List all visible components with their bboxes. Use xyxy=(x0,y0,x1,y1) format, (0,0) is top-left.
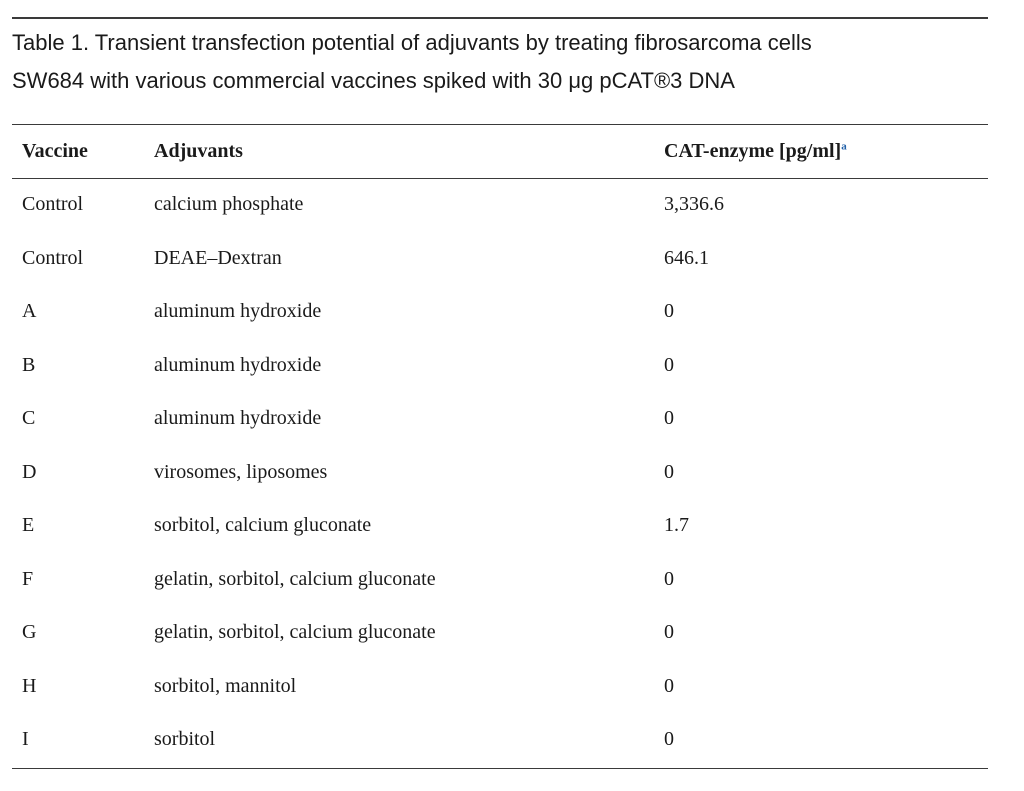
cell-adjuvants: gelatin, sorbitol, calcium gluconate xyxy=(154,621,436,644)
top-rule xyxy=(12,17,988,19)
cell-cat-enzyme: 3,336.6 xyxy=(664,193,724,216)
header-cat-enzyme xyxy=(664,125,988,178)
table-row xyxy=(12,339,988,393)
cell-adjuvants: gelatin, sorbitol, calcium gluconate xyxy=(154,567,436,590)
cell-vaccine: C xyxy=(22,407,36,430)
cell-cat-enzyme: 0 xyxy=(664,353,674,376)
table-body xyxy=(12,178,988,767)
table-row xyxy=(12,553,988,607)
table-row xyxy=(12,606,988,660)
table-row xyxy=(12,232,988,286)
header-cat-enzyme-label: CAT-enzyme [pg/ml] xyxy=(664,140,842,162)
cell-vaccine: B xyxy=(22,353,36,376)
header-vaccine: Vaccine xyxy=(22,140,88,162)
cell-adjuvants: sorbitol, calcium gluconate xyxy=(154,514,372,537)
cell-adjuvants: sorbitol, mannitol xyxy=(154,674,297,697)
table-caption xyxy=(12,24,982,100)
cell-vaccine: F xyxy=(22,567,34,590)
cell-cat-enzyme: 0 xyxy=(664,567,674,590)
cell-vaccine: E xyxy=(22,514,35,537)
cell-adjuvants: calcium phosphate xyxy=(154,193,304,216)
data-table xyxy=(12,125,988,767)
cell-vaccine: Control xyxy=(22,246,84,269)
cell-cat-enzyme: 1.7 xyxy=(664,514,689,537)
cell-vaccine: I xyxy=(22,728,29,751)
table-row xyxy=(12,392,988,446)
caption-line-2: SW684 with various commercial vaccines spiked with 30 μg pCAT®3 DNA xyxy=(12,68,735,93)
cell-cat-enzyme: 0 xyxy=(664,674,674,697)
table-row xyxy=(12,660,988,714)
cell-adjuvants: aluminum hydroxide xyxy=(154,353,322,376)
cell-adjuvants: aluminum hydroxide xyxy=(154,300,322,323)
cell-vaccine: A xyxy=(22,300,37,323)
table-row xyxy=(12,285,988,339)
header-adjuvants: Adjuvants xyxy=(154,140,243,162)
cell-adjuvants: sorbitol xyxy=(154,728,216,751)
cell-vaccine: D xyxy=(22,460,37,483)
cell-adjuvants: DEAE–Dextran xyxy=(154,246,282,269)
cell-vaccine: Control xyxy=(22,193,84,216)
cell-vaccine: H xyxy=(22,674,37,697)
footnote-marker[interactable]: a xyxy=(841,140,847,153)
cell-cat-enzyme: 0 xyxy=(664,300,674,323)
cell-adjuvants: aluminum hydroxide xyxy=(154,407,322,430)
cell-vaccine: G xyxy=(22,621,37,644)
cell-cat-enzyme: 0 xyxy=(664,621,674,644)
table-row xyxy=(12,499,988,553)
header-row xyxy=(12,125,988,178)
table-row xyxy=(12,178,988,232)
cell-adjuvants: virosomes, liposomes xyxy=(154,460,328,483)
cell-cat-enzyme: 646.1 xyxy=(664,246,709,269)
cell-cat-enzyme: 0 xyxy=(664,407,674,430)
bottom-rule xyxy=(12,768,988,769)
table-row xyxy=(12,446,988,500)
caption-line-1: Table 1. Transient transfection potential of adjuvants by treating fibrosarcoma cells xyxy=(12,30,812,55)
table-row xyxy=(12,713,988,767)
cell-cat-enzyme: 0 xyxy=(664,460,674,483)
cell-cat-enzyme: 0 xyxy=(664,728,674,751)
